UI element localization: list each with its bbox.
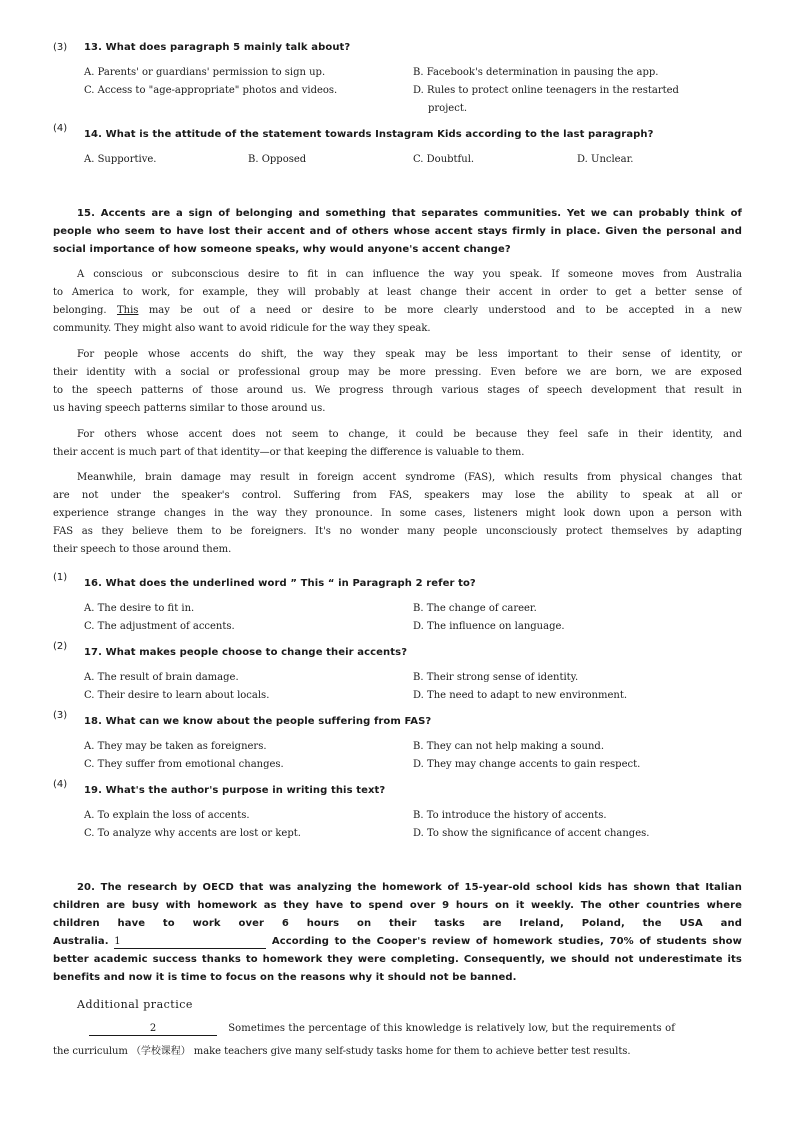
paragraph-5-line: FAS as they believe them to be foreigners. It's no wonder many people unconsciously protect themselves by adapting xyxy=(53,526,742,537)
option-b[interactable]: B. Opposed xyxy=(248,154,307,165)
question-19-text: 19. What's the author's purpose in writing this text? xyxy=(84,785,386,796)
question-number: (4) xyxy=(53,123,68,134)
paragraph-2-line: community. They might also want to avoid ridicule for the way they speak. xyxy=(53,323,431,334)
option-c[interactable]: C. The adjustment of accents. xyxy=(84,621,235,632)
passage-15-intro-line: 15. Accents are a sign of belonging and something that separates communities. Yet we can probably think of xyxy=(77,208,742,219)
option-c[interactable]: C. To analyze why accents are lost or kept. xyxy=(84,828,301,839)
paragraph-5-line: experience strange changes in the way they pronounce. In some cases, listeners might look down upon a person with xyxy=(53,508,742,519)
paragraph-5-line: their speech to those around them. xyxy=(53,544,232,555)
paragraph-3-line: us having speech patterns similar to those around us. xyxy=(53,403,326,414)
paragraph-2-line: to America to work, for example, they will probably at least change their accent in order to get a better sense of xyxy=(53,287,742,298)
additional-practice-line: 2 Sometimes the percentage of this knowledge is relatively low, but the requirements of xyxy=(89,1023,742,1036)
question-17-text: 17. What makes people choose to change their accents? xyxy=(84,647,408,658)
option-a[interactable]: A. To explain the loss of accents. xyxy=(84,810,250,821)
option-a[interactable]: A. Parents' or guardians' permission to sign up. xyxy=(84,67,326,78)
passage-15-intro-line: people who seem to have lost their accent and of others whose accent stays firmly in place. Given the personal and xyxy=(53,226,742,237)
option-c[interactable]: C. Their desire to learn about locals. xyxy=(84,690,270,701)
additional-practice-line: the curriculum （学校课程） make teachers give many self-study tasks home for them to achieve better test results. xyxy=(53,1046,631,1057)
underlined-word-this: This xyxy=(116,305,139,316)
paragraph-5-line: are not under the speaker's control. Suffering from FAS, speakers may lose the ability to speak at all or xyxy=(53,490,742,501)
option-c[interactable]: C. Access to "age-appropriate" photos and videos. xyxy=(84,85,338,96)
passage-20-line: 20. The research by OECD that was analyzing the homework of 15-year-old school kids has shown that Italian xyxy=(77,882,742,893)
paragraph-3-line: to the speech patterns of those around us. We progress through various stages of speech development that result in xyxy=(53,385,742,396)
passage-20-line: better academic success thanks to homework they were completing. Consequently, we should not underestimate its xyxy=(53,954,742,965)
option-d[interactable]: D. Unclear. xyxy=(577,154,634,165)
additional-practice-heading: Additional practice xyxy=(77,998,193,1011)
option-c[interactable]: C. Doubtful. xyxy=(413,154,475,165)
option-b[interactable]: B. To introduce the history of accents. xyxy=(413,810,607,821)
option-b[interactable]: B. They can not help making a sound. xyxy=(413,741,605,752)
question-14-text: 14. What is the attitude of the statement towards Instagram Kids according to the last paragraph? xyxy=(84,129,654,140)
option-b[interactable]: B. Facebook's determination in pausing the app. xyxy=(413,67,659,78)
option-d[interactable]: D. They may change accents to gain respect. xyxy=(413,759,641,770)
passage-15-intro-line: social importance of how someone speaks, why would anyone's accent change? xyxy=(53,244,511,255)
paragraph-4-line: their accent is much part of that identity—or that keeping the difference is valuable to them. xyxy=(53,447,525,458)
option-a[interactable]: A. They may be taken as foreigners. xyxy=(84,741,267,752)
option-a[interactable]: A. The desire to fit in. xyxy=(84,603,195,614)
question-number: (2) xyxy=(53,641,68,652)
answer-blank-2[interactable]: 2 xyxy=(89,1023,217,1036)
option-c[interactable]: C. They suffer from emotional changes. xyxy=(84,759,284,770)
paragraph-3-line: their identity with a social or professional group may be more pressing. Even before we are born, we are exposed xyxy=(53,367,742,378)
option-a[interactable]: A. The result of brain damage. xyxy=(84,672,239,683)
paragraph-5-line: Meanwhile, brain damage may result in foreign accent syndrome (FAS), which results from physical changes that xyxy=(77,472,742,483)
option-d[interactable]: D. The need to adapt to new environment. xyxy=(413,690,628,701)
option-d-continued: project. xyxy=(428,103,468,114)
paragraph-3-line: For people whose accents do shift, the way they speak may be less important to their sense of identity, or xyxy=(77,349,742,360)
question-number: (3) xyxy=(53,42,68,53)
option-d[interactable]: D. Rules to protect online teenagers in the restarted xyxy=(413,85,679,96)
question-18-text: 18. What can we know about the people suffering from FAS? xyxy=(84,716,432,727)
option-d[interactable]: D. The influence on language. xyxy=(413,621,565,632)
paragraph-4-line: For others whose accent does not seem to change, it could be because they feel safe in their identity, and xyxy=(77,429,742,440)
option-a[interactable]: A. Supportive. xyxy=(84,154,157,165)
paragraph-2-line: A conscious or subconscious desire to fit in can influence the way you speak. If someone moves from Australia xyxy=(77,269,742,280)
question-number: (1) xyxy=(53,572,68,583)
question-number: (4) xyxy=(53,779,68,790)
passage-20-line: Australia. 1 According to the Cooper's review of homework studies, 70% of students show xyxy=(53,936,742,947)
option-b[interactable]: B. The change of career. xyxy=(413,603,537,614)
paragraph-2-line: belonging. This may be out of a need or desire to be more clearly understood and to be accepted in a new xyxy=(53,305,742,316)
question-16-text: 16. What does the underlined word ” This “ in Paragraph 2 refer to? xyxy=(84,578,476,589)
passage-20-line: children have to work over 6 hours on their tasks are Ireland, Poland, the USA and xyxy=(53,918,742,929)
passage-20-line: children are busy with homework as they have to spend over 9 hours on it weekly. The other countries where xyxy=(53,900,742,911)
question-number: (3) xyxy=(53,710,68,721)
passage-20-line: benefits and now it is time to focus on the reasons why it should not be banned. xyxy=(53,972,517,983)
option-d[interactable]: D. To show the significance of accent changes. xyxy=(413,828,650,839)
answer-blank-1[interactable]: 1 xyxy=(114,936,266,949)
question-13-text: 13. What does paragraph 5 mainly talk about? xyxy=(84,42,351,53)
option-b[interactable]: B. Their strong sense of identity. xyxy=(413,672,579,683)
